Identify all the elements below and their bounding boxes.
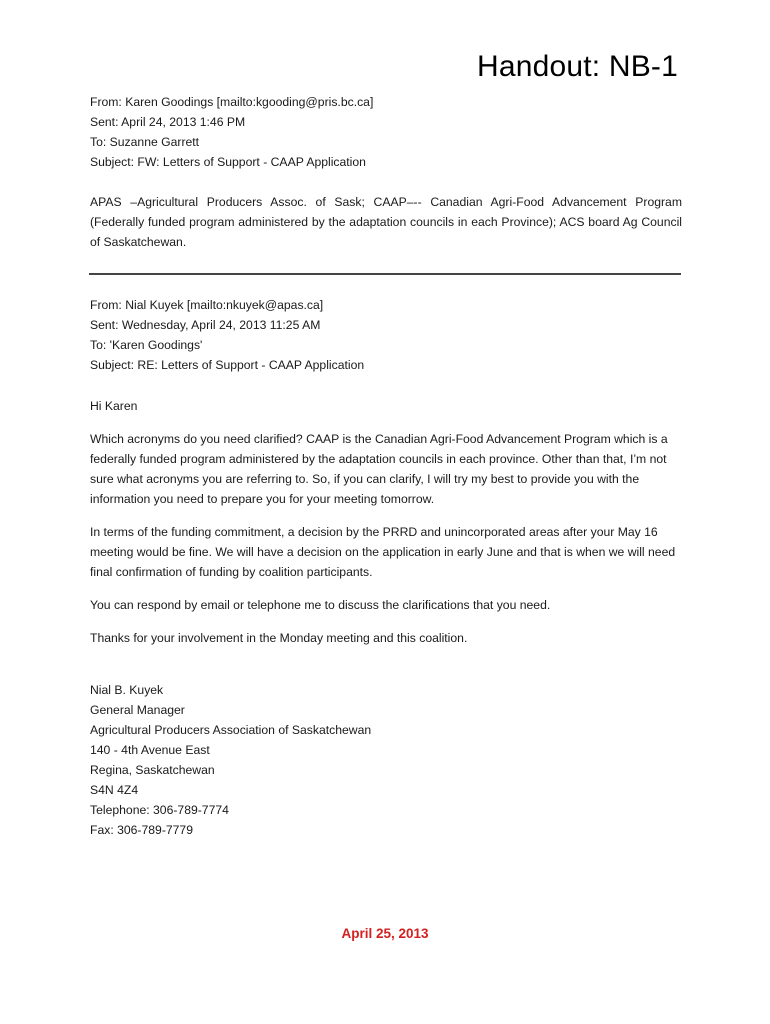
email-signature xyxy=(90,680,682,840)
signature-city: Regina, Saskatchewan xyxy=(90,763,215,777)
handout-title: Handout: NB-1 xyxy=(476,50,678,83)
forward-from: From: Karen Goodings [mailto:kgooding@pris.bc.ca] xyxy=(90,95,374,109)
forward-to: To: Suzanne Garrett xyxy=(90,135,200,149)
section-divider xyxy=(89,273,681,275)
forward-sent: Sent: April 24, 2013 1:46 PM xyxy=(90,115,246,129)
signature-postal-code: S4N 4Z4 xyxy=(90,783,139,797)
acronym-note: APAS –Agricultural Producers Assoc. of Sask; CAAP–-- Canadian Agri-Food Advancement Program (Federally funded program administered by the adaptation councils in each Province); ACS board Ag Council of Saskatchewan. xyxy=(90,195,682,249)
signature-telephone: Telephone: 306-789-7774 xyxy=(90,803,229,817)
email-body xyxy=(90,429,682,661)
original-from: From: Nial Kuyek [mailto:nkuyek@apas.ca] xyxy=(90,298,324,312)
signature-name: Nial B. Kuyek xyxy=(90,683,164,697)
body-paragraph: In terms of the funding commitment, a decision by the PRRD and unincorporated areas after your May 16 meeting would be fine. We will have a decision on the application in early June and that is when we will need final confirmation of funding by coalition participants. xyxy=(90,525,676,579)
body-paragraph: Which acronyms do you need clarified? CAAP is the Canadian Agri-Food Advancement Program which is a federally funded program administered by the adaptation councils in each province. Other than that, I’m not sure what acronyms you are referring to. So, if you can clarify, I will try my best to provide you with the information you need to prepare you for your meeting tomorrow. xyxy=(90,432,668,506)
forward-subject: Subject: FW: Letters of Support - CAAP Application xyxy=(90,155,366,169)
footer-date: April 25, 2013 xyxy=(341,926,429,941)
body-paragraph: You can respond by email or telephone me to discuss the clarifications that you need. xyxy=(90,598,551,612)
signature-position: General Manager xyxy=(90,703,185,717)
original-to: To: 'Karen Goodings' xyxy=(90,338,203,352)
signature-street: 140 - 4th Avenue East xyxy=(90,743,210,757)
email-greeting: Hi Karen xyxy=(90,399,138,413)
original-sent: Sent: Wednesday, April 24, 2013 11:25 AM xyxy=(90,318,321,332)
original-subject: Subject: RE: Letters of Support - CAAP Application xyxy=(90,358,365,372)
signature-organization: Agricultural Producers Association of Saskatchewan xyxy=(90,723,372,737)
body-paragraph: Thanks for your involvement in the Monday meeting and this coalition. xyxy=(90,631,468,645)
forward-email-header xyxy=(90,92,682,172)
signature-fax: Fax: 306-789-7779 xyxy=(90,823,193,837)
original-email-header xyxy=(90,295,682,375)
